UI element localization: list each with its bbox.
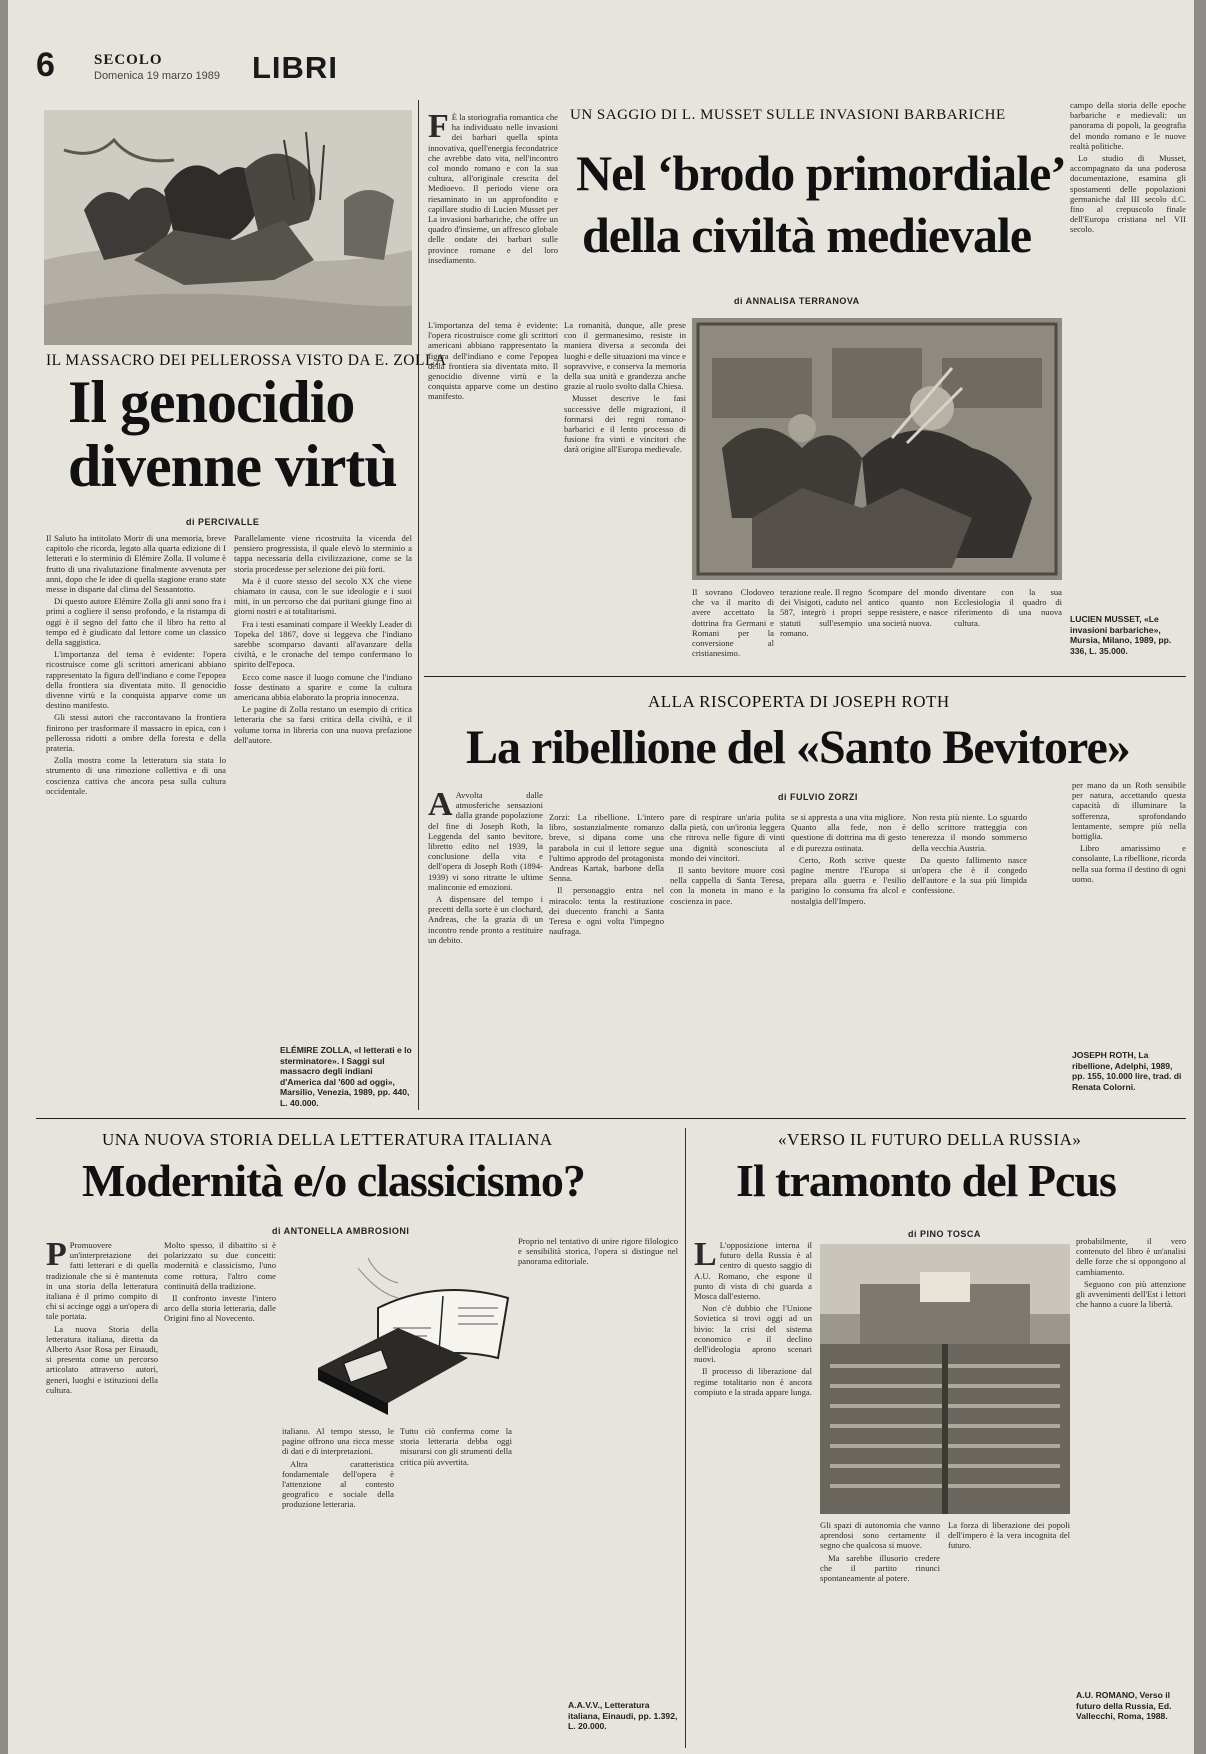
issue-date: Domenica 19 marzo 1989 bbox=[94, 70, 220, 82]
paragraph-text: Promuovere un'interpretazione dei fatti letterari e di quella tradizionale che si è mantenuta in una storia della letteratura italiana è il primo compito di chi si accinge oggi a un'opera di tale portata. bbox=[46, 1240, 158, 1322]
paragraph: italiano. Al tempo stesso, le pagine offrono una ricca messe di dati e di interpretazioni. bbox=[282, 1426, 394, 1457]
article-text-column bbox=[954, 587, 1062, 671]
paragraph: Ma è il cuore stesso del secolo XX che viene chiamato in causa, con le sue ideologie e i suoi miti, in un percorso che dai puritani giunge fino ai giorni nostri e ai totalitarismi. bbox=[234, 575, 412, 617]
paragraph: Gli stessi autori che raccontavano la frontiera finirono per trasformare il massacro in epica, con i pellerossa ridotti a ombre della foresta e della prateria. bbox=[46, 712, 226, 754]
paragraph: Non c'è dubbio che l'Unione Sovietica si trovi oggi ad un bivio: la crisi del sistema economico e il declino dell'ideologia aprono scenari nuovi. bbox=[694, 1303, 812, 1365]
paragraph: Proprio nel tentativo di unire rigore filologico e sensibilità storica, l'opera si distingue nel panorama editoriale. bbox=[518, 1236, 678, 1267]
article-text-column bbox=[518, 1236, 678, 1676]
book-info: ELÉMIRE ZOLLA, «I letterati e lo sterminatore». I Saggi sul massacro degli indiani d'America dal '600 ad oggi», Marsilio, Venezia, 1989, pp. 440, L. 40.000. bbox=[280, 1045, 412, 1108]
paragraph: Lo studio di Musset, accompagnato da una poderosa documentazione, esamina gli spostamenti delle popolazioni germaniche dal III secolo d.C. fino al crepuscolo finale dell'Europa cristiana nel VII secolo. bbox=[1070, 153, 1186, 235]
paragraph: Da questo fallimento nasce un'opera che è il congedo dell'autore e la sua più limpida confessione. bbox=[912, 854, 1027, 896]
paragraph: Tutto ciò conferma come la storia letteraria debba oggi misurarsi con gli strumenti della critica più avvertita. bbox=[400, 1426, 512, 1467]
paragraph: Ecco come nasce il luogo comune che l'indiano fosse destinato a sparire e come la cultura americana abbia elaborato la propria innocenza. bbox=[234, 671, 412, 703]
paragraph: L'importanza del tema è evidente: l'opera ricostruisce come gli scrittori americani abbiano rappresentato la figura dell'indiano e come l'epopea della frontiera sia diventata mito. Il genocidio divenne virtù e la conquista apparve come un destino manifesto. bbox=[428, 320, 558, 402]
section-divider bbox=[36, 1118, 1186, 1119]
article-text-column bbox=[1070, 100, 1186, 600]
book-info: JOSEPH ROTH, La ribellione, Adelphi, 1989, pp. 155, 10.000 lire, trad. di Renata Colorni. bbox=[1072, 1050, 1182, 1092]
paragraph: La romanità, dunque, alle prese con il germanesimo, resiste in maniera diversa a seconda dei luoghi e delle situazioni ma vince e sopravvive, e conserva la memoria della sua unità e grandezza anche grazie al ruolo svolto dalla Chiesa. bbox=[564, 320, 686, 392]
article-byline: di PINO TOSCA bbox=[908, 1229, 981, 1239]
paragraph: se si appresta a una vita migliore. Quanto alla fede, non è questione di dottrina ma di gesto e di purezza ostinata. bbox=[791, 812, 906, 853]
article-text-column bbox=[564, 320, 686, 670]
article-headline: La ribellione del «Santo Bevitore» bbox=[466, 721, 1130, 774]
article-text-column bbox=[692, 587, 774, 671]
article-text-column bbox=[948, 1520, 1070, 1744]
article-text-column bbox=[164, 1240, 276, 1744]
paragraph: Molto spesso, il dibattito si è polarizzato su due concetti: modernità e classicismo, l'uno come rottura, l'altro come continuità della tradizione. bbox=[164, 1240, 276, 1291]
paragraph bbox=[46, 1240, 158, 1322]
article-text-column bbox=[428, 790, 543, 1108]
paragraph: Non resta più niente. Lo sguardo dello scrittore tratteggia con tenerezza il mondo sommerso della vecchia Austria. bbox=[912, 812, 1027, 853]
paragraph: Il sovrano Clodoveo che va il marito di avere accettato la dottrina fra Germani e Romani per la conversione al cristianesimo. bbox=[692, 587, 774, 659]
article-kicker: UN SAGGIO DI L. MUSSET SULLE INVASIONI BARBARICHE bbox=[570, 107, 1006, 123]
article-kicker: IL MASSACRO DEI PELLEROSSA VISTO DA E. ZOLLA bbox=[46, 352, 447, 369]
paragraph: Le pagine di Zolla restano un esempio di critica letteraria che sa farsi critica della civiltà, e il volume torna in libreria con una nuova prefazione dell'autore. bbox=[234, 704, 412, 745]
section-divider bbox=[424, 676, 1186, 677]
article-byline: di FULVIO ZORZI bbox=[778, 792, 858, 802]
column-divider bbox=[418, 100, 419, 1110]
paragraph: Parallelamente viene ricostruita la vicenda del pensiero progressista, il quale elevò lo sterminio a tappa necessaria della civilizzazione, come se la storia procedesse per selezione dei più forti. bbox=[234, 533, 412, 574]
paragraph: Di questo autore Elémire Zolla gli anni sono fra i primi a cogliere il senso profondo, e la ristampa di oggi è il segno del fatto che il libro ha retto al tempo ed è giudicato dal lettore come un classico della saggistica. bbox=[46, 596, 226, 648]
page-number: 6 bbox=[36, 46, 55, 84]
drop-cap: L bbox=[694, 1240, 717, 1273]
paragraph: L'importanza del tema è evidente: l'opera ricostruisce come gli scrittori americani abbiano rappresentato la figura dell'indiano e come l'epopea della frontiera sia diventata mito. Il genocidio divenne virtù e la conquista apparve come un destino manifesto. bbox=[46, 649, 226, 711]
article-photo bbox=[44, 110, 412, 345]
paragraph: Certo, Roth scrive queste pagine mentre l'Europa si prepara alla guerra e l'esilio parigino lo consuma fra alcol e nostalgia dell'Impero. bbox=[791, 854, 906, 906]
paragraph bbox=[428, 112, 558, 265]
article-text-column bbox=[780, 587, 862, 671]
paragraph: Scompare del mondo antico quanto non seppe resistere, e nasce una società nuova. bbox=[868, 587, 948, 628]
article-kicker: «VERSO IL FUTURO DELLA RUSSIA» bbox=[778, 1130, 1082, 1149]
article-byline: di ANTONELLA AMBROSIONI bbox=[272, 1226, 410, 1236]
paragraph: Il Saluto ha intitolato Morir di una memoria, breve capitolo che ricorda, legato alla quarta edizione di I letterati e lo sterminio di Elémire Zolla. Il volume è frutto di una rivalutazione finalmente avvenuta per anni, dopo che le idee di quella stagione erano state messe in disparte dal clima del Sessantotto. bbox=[46, 533, 226, 595]
paragraph: Zorzi: La ribellione. L'intero libro, sostanzialmente romanzo breve, si dipana come una parabola in cui il lettore segue l'ultimo approdo del protagonista Andreas Kartak, barbone della Senna. bbox=[549, 812, 664, 884]
book-illustration bbox=[308, 1248, 528, 1418]
article-text-column bbox=[46, 533, 226, 1107]
paragraph-text: L'opposizione interna il futuro della Russia è al centro di questo saggio di A.U. Romano, che espone il punto di vista di chi guarda a Mosca dall'esterno. bbox=[694, 1240, 812, 1302]
drop-cap: A bbox=[428, 790, 453, 823]
paragraph: pare di respirare un'aria pulita dalla pietà, con un'ironia leggera che ritrova nelle figure di vinti una dignità sconosciuta al mondo dei vincitori. bbox=[670, 812, 785, 863]
paragraph: Seguono con più attenzione gli avvenimenti dell'Est i lettori che hanno a cuore la libertà. bbox=[1076, 1278, 1186, 1310]
drop-cap: P bbox=[46, 1240, 67, 1273]
article-text-column bbox=[912, 812, 1027, 1108]
article-text-column bbox=[868, 587, 948, 671]
drop-cap: F bbox=[428, 112, 449, 145]
article-text-column bbox=[234, 533, 412, 1003]
article-byline: di ANNALISA TERRANOVA bbox=[734, 296, 860, 306]
article-headline: Il tramonto del Pcus bbox=[736, 1155, 1116, 1206]
paragraph: Il confronto investe l'intero arco della storia letteraria, dalle Origini fino al Novecento. bbox=[164, 1293, 276, 1324]
article-text-column bbox=[1072, 780, 1186, 1040]
paragraph: La forza di liberazione dei popoli dell'impero è la vera incognita del futuro. bbox=[948, 1520, 1070, 1551]
article-photo bbox=[692, 318, 1062, 580]
paragraph: Il processo di liberazione dal regime totalitario non è ancora compiuto e la strada appare lunga. bbox=[694, 1366, 812, 1397]
paragraph: La nuova Storia della letteratura italiana, diretta da Alberto Asor Rosa per Einaudi, si presenta come un percorso articolato attraverso autori, generi, luoghi e istituzioni della cultura. bbox=[46, 1323, 158, 1395]
article-headline: Nel ‘brodo primordiale’ bbox=[576, 145, 1066, 201]
article-intro bbox=[428, 112, 558, 317]
paragraph: diventare con la sua Ecclesiologia il quadro di riferimento di una nuova cultura. bbox=[954, 587, 1062, 628]
paragraph: per mano da un Roth sensibile per natura, accettando questa capacità di illuminare la sofferenza, sprofondando lentamente, sempre più nella bottiglia. bbox=[1072, 780, 1186, 842]
article-headline: divenne virtù bbox=[68, 433, 397, 499]
section-title: LIBRI bbox=[252, 50, 338, 85]
intro-text: È la storiografia romantica che ha individuato nelle invasioni dei barbari quella spinta innovativa, quell'energia fecondatrice che avrebbe dato vita, nell'incontro col mondo romano e con la sua cultura, all'originale crescita del Medioevo. Il periodo viene ora riesaminato in un approfondito e capillare studio di Lucien Musset per La invasioni barbariche, che offre un quadro d'insieme, un affresco globale delle ondate dei barbari sulle province romane e del loro insediamento. bbox=[428, 112, 558, 265]
paragraph: Musset descrive le fasi successive delle migrazioni, il formarsi dei regni romano-barbarici e il lento processo di fusione fra vinti e vincitori che darà origine all'Europa medievale. bbox=[564, 393, 686, 455]
article-photo bbox=[820, 1244, 1070, 1514]
article-text-column bbox=[820, 1520, 940, 1744]
newspaper-logo: SECOLO bbox=[94, 52, 163, 68]
paragraph bbox=[428, 790, 543, 892]
paragraph: Fra i testi esaminati compare il Weekly Leader di Topeka del 1867, dove si leggeva che l'indiano sarebbe scomparso davanti all'avanzare della civiltà, e le cronache del tempo confermano lo spirito dell'epoca. bbox=[234, 618, 412, 670]
book-info: LUCIEN MUSSET, «Le invasioni barbariche», Mursia, Milano, 1989, pp. 336, L. 35.000. bbox=[1070, 614, 1172, 656]
book-info: A.U. ROMANO, Verso il futuro della Russia, Ed. Vallecchi, Roma, 1988. bbox=[1076, 1690, 1172, 1721]
paragraph bbox=[694, 1240, 812, 1301]
paragraph: terazione reale. Il regno dei Visigoti, caduto nel 587, integrò i propri statuti sull'esempio romano. bbox=[780, 587, 862, 638]
article-kicker: UNA NUOVA STORIA DELLA LETTERATURA ITALIANA bbox=[102, 1130, 553, 1149]
article-text-column bbox=[400, 1426, 512, 1744]
article-headline: della civiltà medievale bbox=[582, 207, 1032, 263]
column-divider bbox=[685, 1128, 686, 1748]
paragraph: Zolla mostra come la letteratura sia stata lo strumento di una rimozione collettiva e di una coscienza cattiva che ancora pesa sulla cultura occidentale. bbox=[46, 755, 226, 796]
article-text-column bbox=[694, 1240, 812, 1744]
paragraph: Il santo bevitore muore così nella cappella di Santa Teresa, con la moneta in mano e la coscienza in pace. bbox=[670, 865, 785, 906]
paragraph: Libro amarissimo e consolante, La ribellione, ricorda nella sua forma il destino di ogni uomo. bbox=[1072, 843, 1186, 884]
article-text-column bbox=[1076, 1236, 1186, 1676]
paragraph: Ma sarebbe illusorio credere che il partito rinunci spontaneamente al potere. bbox=[820, 1552, 940, 1584]
article-headline: Modernità e/o classicismo? bbox=[82, 1155, 585, 1206]
article-text-column bbox=[282, 1426, 394, 1744]
article-text-column bbox=[46, 1240, 158, 1744]
paragraph: Gli spazi di autonomia che vanno aprendosi sono certamente il segno che qualcosa si muove. bbox=[820, 1520, 940, 1551]
paragraph-text: Avvolta dalle atmosferiche sensazioni dalla grande popolazione del fine di Joseph Roth, la Leggenda del santo bevitore, libretto edito nel 1939, la conclusione della vita e dell'opera di Joseph Roth (1894-1939) vi sono ritratte le ultime malinconie ed emozioni. bbox=[428, 790, 543, 892]
paragraph: campo della storia delle epoche barbariche e medievali: un panorama di popoli, la geografia del mondo romano e le nuove realtà politiche. bbox=[1070, 100, 1186, 151]
article-text-column bbox=[791, 812, 906, 1108]
article-text-column bbox=[670, 812, 785, 1108]
article-text-column bbox=[549, 812, 664, 1108]
paragraph: Il personaggio entra nel miracolo: tenta la restituzione dei duecento franchi a Santa Teresa e ogni volta l'impegno naufraga. bbox=[549, 885, 664, 937]
article-kicker: ALLA RISCOPERTA DI JOSEPH ROTH bbox=[648, 692, 950, 711]
book-info: A.A.V.V., Letteratura italiana, Einaudi, pp. 1.392, L. 20.000. bbox=[568, 1700, 678, 1731]
paragraph: Altra caratteristica fondamentale dell'opera è l'attenzione al contesto geografico e sociale della produzione letteraria. bbox=[282, 1458, 394, 1510]
paragraph: probabilmente, il vero contenuto del libro è un'analisi delle forze che si oppongono al cambiamento. bbox=[1076, 1236, 1186, 1277]
article-text-column bbox=[428, 320, 558, 670]
newspaper-page bbox=[8, 0, 1194, 1754]
article-byline: di PERCIVALLE bbox=[186, 517, 260, 527]
article-headline: Il genocidio bbox=[68, 369, 355, 435]
paragraph: A dispensare del tempo i precetti della sorte è un clochard, Andreas, che la grazia di un incontro rende pronto a restituire un debito. bbox=[428, 894, 543, 945]
